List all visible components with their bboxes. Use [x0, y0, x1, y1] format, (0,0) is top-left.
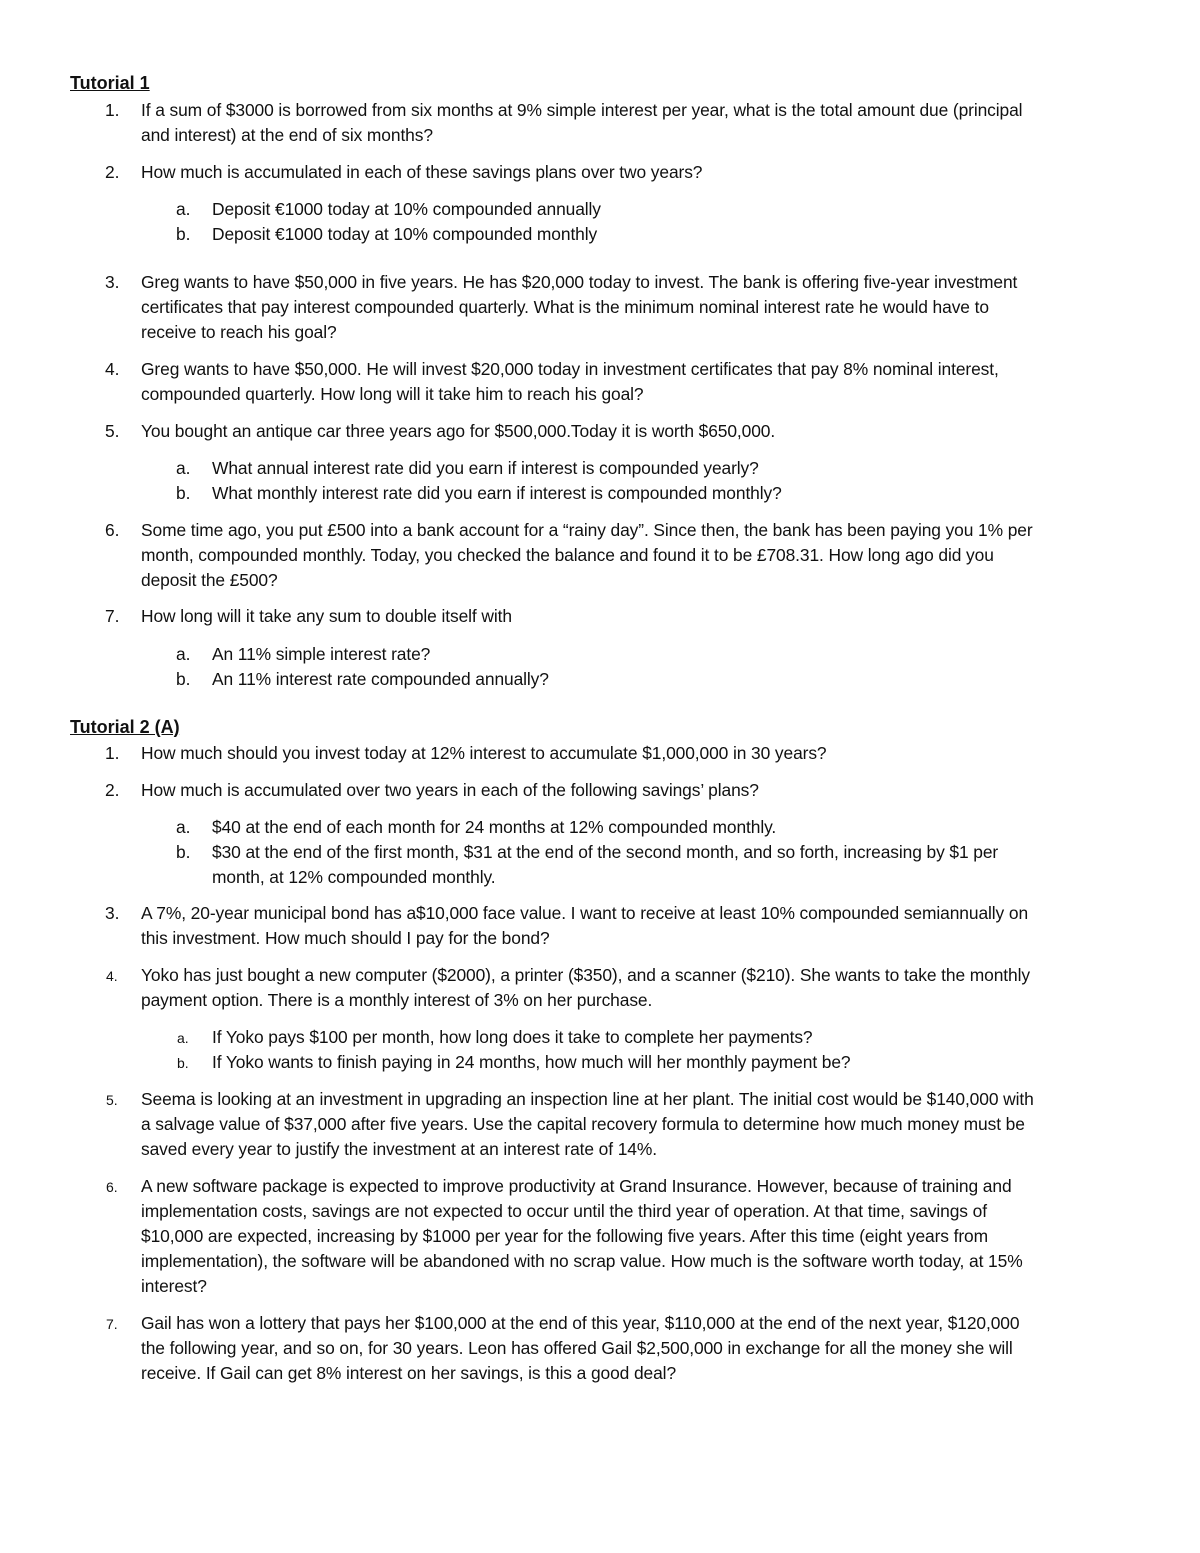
t2-q3-number: 3. [105, 903, 120, 923]
t1-q5-line: You bought an antique car three years ago for $500,000.Today it is worth $650,000. [141, 421, 776, 441]
t1-q7b-text: An 11% interest rate compounded annually? [212, 669, 549, 689]
t1-q2a-label: a. [176, 199, 191, 219]
t2-q7-number: 7. [106, 1316, 118, 1332]
t1-q1-number: 1. [105, 100, 120, 120]
t2-q6-line: interest? [141, 1276, 207, 1296]
t2-q1-number: 1. [105, 743, 120, 763]
t1-q3-line: Greg wants to have $50,000 in five years. He has $20,000 today to invest. The bank is offering five-year investment [141, 272, 1018, 292]
t1-q2-line: How much is accumulated in each of these savings plans over two years? [141, 162, 703, 182]
t2-q6-line: implementation), the software will be abandoned with no scrap value. How much is the software worth today, at 15% [141, 1251, 1023, 1271]
t1-q4-line: compounded quarterly. How long will it take him to reach his goal? [141, 384, 644, 404]
t2-q5-number: 5. [106, 1092, 118, 1108]
t1-q5b-label: b. [176, 483, 191, 503]
t1-q5a-text: What annual interest rate did you earn if interest is compounded yearly? [212, 458, 759, 478]
t2-q4b-text: If Yoko wants to finish paying in 24 months, how much will her monthly payment be? [212, 1052, 851, 1072]
t2-q4a-label: a. [177, 1030, 189, 1046]
t2-q7-line: Gail has won a lottery that pays her $100,000 at the end of this year, $110,000 at the end of the next year, $120,000 [141, 1313, 1020, 1333]
t2-q6-line: $10,000 are expected, increasing by $1000 per year for the following five years. After this time (eight years from [141, 1226, 988, 1246]
t2-q4-number: 4. [106, 968, 118, 984]
t1-q6-line: Some time ago, you put £500 into a bank account for a “rainy day”. Since then, the bank has been paying you 1% per [141, 520, 1033, 540]
t2-q3-line: this investment. How much should I pay for the bond? [141, 928, 550, 948]
t2-q4-line: Yoko has just bought a new computer ($2000), a printer ($350), and a scanner ($210). She wants to take the monthly [141, 965, 1030, 985]
tutorial-2a-heading: Tutorial 2 (A) [70, 717, 180, 737]
t1-q1-line: If a sum of $3000 is borrowed from six months at 9% simple interest per year, what is the total amount due (principal [141, 100, 1023, 120]
t2-q6-line: implementation costs, savings are not expected to occur until the third year of operation. At that time, savings of [141, 1201, 987, 1221]
t1-q7-number: 7. [105, 606, 120, 626]
t1-q1-line: and interest) at the end of six months? [141, 125, 433, 145]
t1-q4-line: Greg wants to have $50,000. He will invest $20,000 today in investment certificates that pay 8% nominal interest, [141, 359, 999, 379]
t1-q6-line: month, compounded monthly. Today, you checked the balance and found it to be £708.31. How long ago did you [141, 545, 994, 565]
t2-q2b-text: month, at 12% compounded monthly. [212, 867, 496, 887]
t1-q6-line: deposit the £500? [141, 570, 278, 590]
t1-q5-number: 5. [105, 421, 120, 441]
t1-q2b-text: Deposit €1000 today at 10% compounded monthly [212, 224, 598, 244]
t2-q2-line: How much is accumulated over two years in each of the following savings’ plans? [141, 780, 759, 800]
t2-q5-line: saved every year to justify the investment at an interest rate of 14%. [141, 1139, 657, 1159]
t1-q3-line: receive to reach his goal? [141, 322, 337, 342]
t1-q7a-label: a. [176, 644, 191, 664]
t1-q7b-label: b. [176, 669, 191, 689]
t2-q5-line: Seema is looking at an investment in upgrading an inspection line at her plant. The initial cost would be $140,000 with [141, 1089, 1034, 1109]
t2-q4b-label: b. [177, 1055, 189, 1071]
t1-q3-number: 3. [105, 272, 120, 292]
t2-q1-line: How much should you invest today at 12% interest to accumulate $1,000,000 in 30 years? [141, 743, 827, 763]
tutorial-1-heading: Tutorial 1 [70, 73, 150, 93]
t1-q5b-text: What monthly interest rate did you earn if interest is compounded monthly? [212, 483, 782, 503]
t1-q6-number: 6. [105, 520, 120, 540]
t2-q4-line: payment option. There is a monthly interest of 3% on her purchase. [141, 990, 653, 1010]
t1-q7-line: How long will it take any sum to double itself with [141, 606, 512, 626]
t1-q2b-label: b. [176, 224, 191, 244]
t2-q7-line: the following year, and so on, for 30 years. Leon has offered Gail $2,500,000 in exchange for all the money she will [141, 1338, 1013, 1358]
t1-q4-number: 4. [105, 359, 120, 379]
t2-q6-number: 6. [106, 1179, 118, 1195]
t1-q5a-label: a. [176, 458, 191, 478]
t1-q2-number: 2. [105, 162, 120, 182]
t2-q2a-label: a. [176, 817, 191, 837]
t2-q6-line: A new software package is expected to improve productivity at Grand Insurance. However, because of training and [141, 1176, 1012, 1196]
t2-q5-line: a salvage value of $37,000 after five years. Use the capital recovery formula to determine how much money must be [141, 1114, 1025, 1134]
t1-q3-line: certificates that pay interest compounded quarterly. What is the minimum nominal interest rate he would have to [141, 297, 989, 317]
t2-q4a-text: If Yoko pays $100 per month, how long does it take to complete her payments? [212, 1027, 813, 1047]
t1-q7a-text: An 11% simple interest rate? [212, 644, 431, 664]
t2-q2a-text: $40 at the end of each month for 24 months at 12% compounded monthly. [212, 817, 777, 837]
t2-q2b-text: $30 at the end of the first month, $31 at the end of the second month, and so forth, increasing by $1 per [212, 842, 999, 862]
t2-q7-line: receive. If Gail can get 8% interest on her savings, is this a good deal? [141, 1363, 677, 1383]
t2-q2-number: 2. [105, 780, 120, 800]
t2-q2b-label: b. [176, 842, 191, 862]
t1-q2a-text: Deposit €1000 today at 10% compounded annually [212, 199, 601, 219]
t2-q3-line: A 7%, 20-year municipal bond has a$10,000 face value. I want to receive at least 10% compounded semiannually on [141, 903, 1029, 923]
